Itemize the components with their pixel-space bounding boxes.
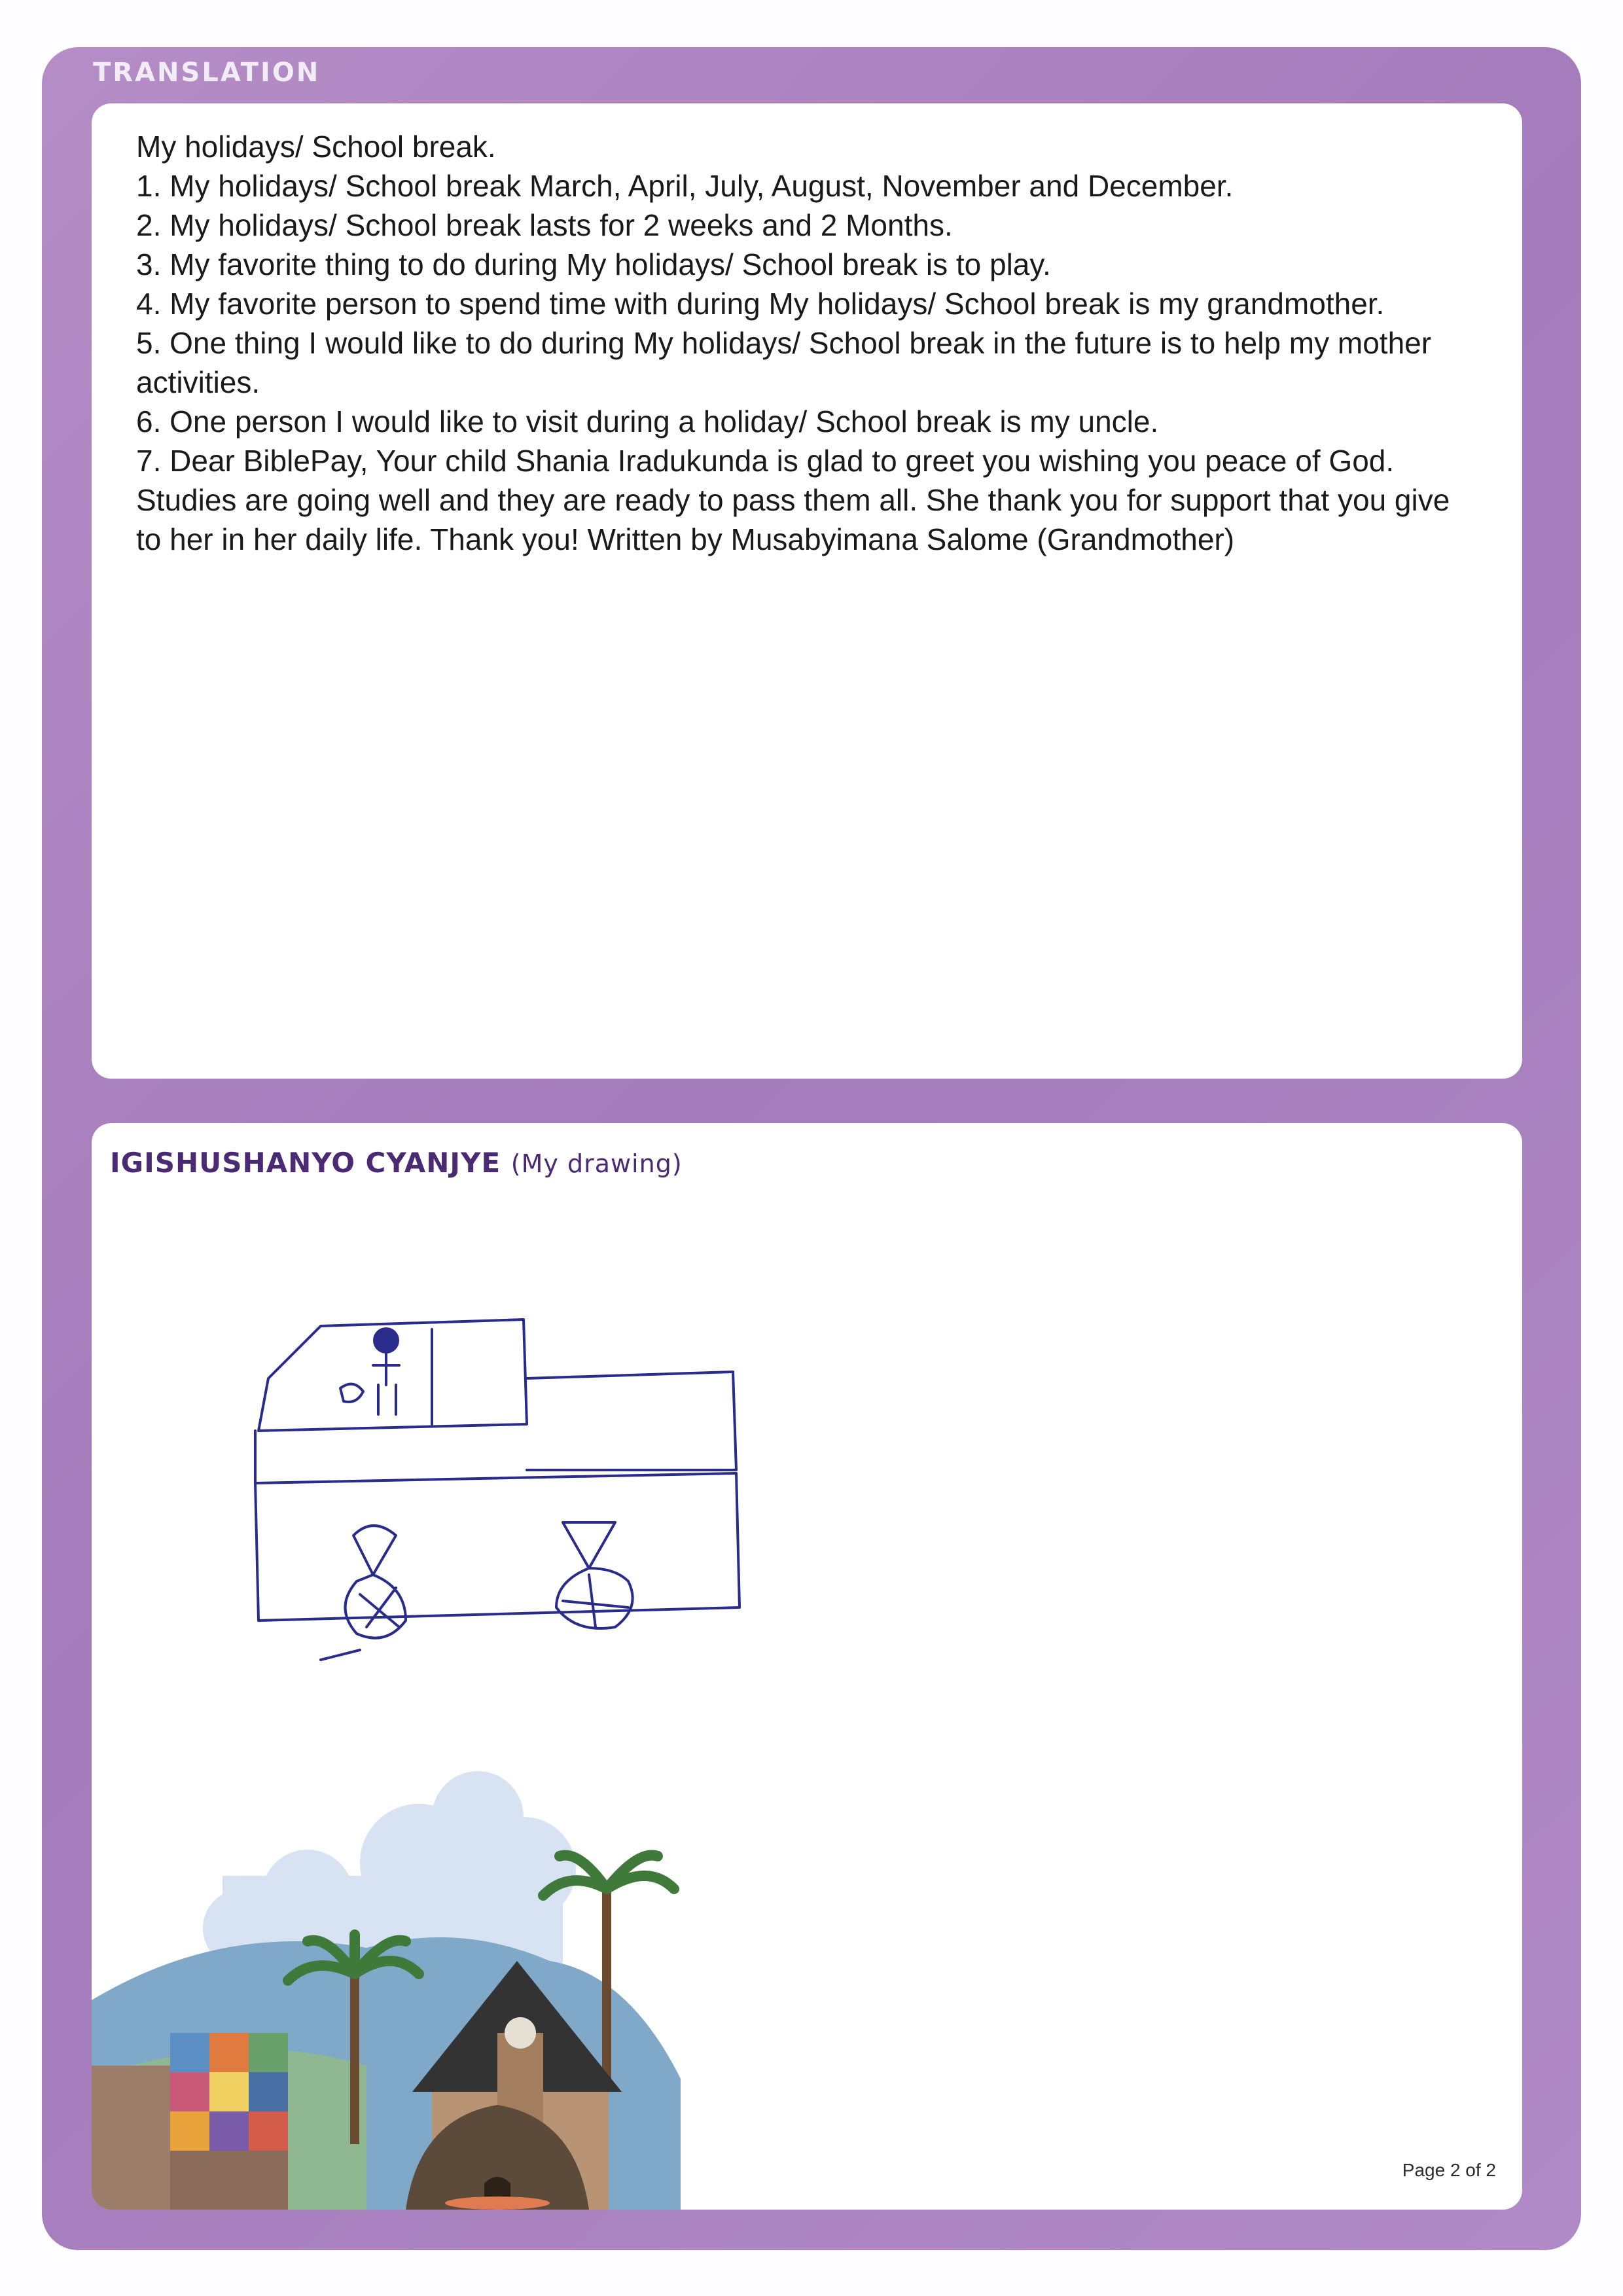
translation-line: 6. One person I would like to visit during a holiday/ School break is my uncle. [136,404,1159,439]
section-title: TRANSLATION [93,58,321,88]
translation-line: 3. My favorite thing to do during My holidays/ School break is to play. [136,247,1051,281]
village-scene-illustration [92,1725,746,2210]
child-drawing-truck [170,1300,759,1797]
translation-line: My holidays/ School break. [136,130,496,164]
translation-line: 5. One thing I would like to do during My holidays/ School break in the future is to help my mother activities. [136,326,1432,399]
translation-line: 7. Dear BiblePay, Your child Shania Iradukunda is glad to greet you wishing you peace of God. Studies are going well and they are ready to pass them all. She thank you for support that you give to her in her daily life. Thank you! Written by Musabyimana Salome (Grandmother) [136,444,1450,556]
drawing-panel [92,1123,1522,2210]
translation-line: 4. My favorite person to spend time with during My holidays/ School break is my grandmother. [136,287,1385,321]
drawing-title [110,1147,683,1179]
page-number: Page 2 of 2 [1402,2160,1496,2180]
drawing-title-main: IGISHUSHANYO CYANJYE [110,1147,501,1179]
translation-panel [92,103,1522,1079]
translation-line: 2. My holidays/ School break lasts for 2 weeks and 2 Months. [136,208,953,242]
translation-line: 1. My holidays/ School break March, April, July, August, November and December. [136,169,1234,203]
drawing-title-sub: (My drawing) [510,1149,683,1178]
translation-text [136,127,1471,559]
